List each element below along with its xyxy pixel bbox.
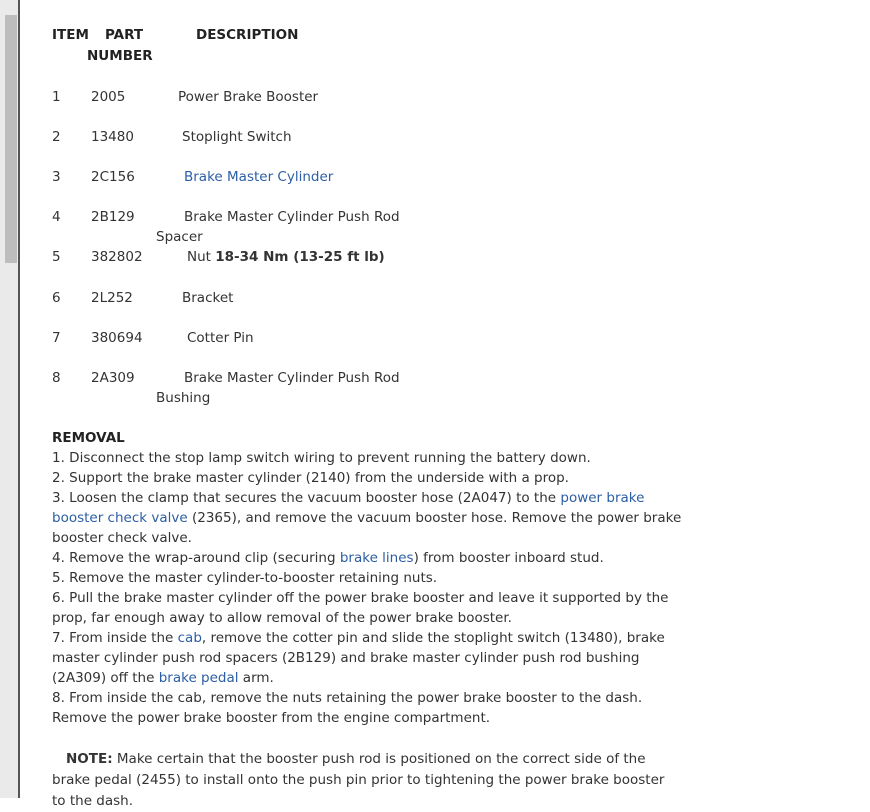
step-text: 3. Loosen the clamp that secures the vacuum booster hose (2A047) to the <box>52 490 561 506</box>
step-text: (2365), and remove the vacuum booster hose. Remove the power brake booster check valve. <box>52 510 682 546</box>
removal-title: REMOVAL <box>52 430 125 446</box>
brake-pedal-link[interactable]: brake pedal <box>158 670 239 686</box>
step-text: ) from booster inboard stud. <box>413 550 604 566</box>
scrollbar[interactable] <box>0 0 20 798</box>
row-item: 7 <box>52 330 61 346</box>
header-number: NUMBER <box>87 48 153 64</box>
row-description: Bracket <box>182 290 234 306</box>
nut-label: Nut <box>187 249 216 265</box>
row-description-cont: Spacer <box>156 229 203 245</box>
brake-lines-link[interactable]: brake lines <box>339 550 414 566</box>
removal-step-8: 8. From inside the cab, remove the nuts retaining the power brake booster to the dash. Remove the power brake booster from the engine compartment. <box>52 690 643 726</box>
removal-step-7 <box>52 628 682 688</box>
row-item: 6 <box>52 290 61 306</box>
scroll-thumb[interactable] <box>5 15 17 263</box>
header-part: PART <box>105 27 144 43</box>
row-description: Power Brake Booster <box>178 89 319 105</box>
step-text: , remove the cotter pin and slide the stoplight switch (13480), brake master cylinder push rod spacers (2B129) and brake master cylinder push rod bushing (2A309) off the <box>52 630 665 686</box>
cab-link[interactable]: cab <box>177 630 202 646</box>
removal-step-6: 6. Pull the brake master cylinder off the power brake booster and leave it supported by the prop, far enough away to allow removal of the power brake booster. <box>52 590 669 626</box>
row-description: Brake Master Cylinder Push Rod <box>184 209 400 225</box>
torque-spec: 18-34 Nm (13-25 ft lb) <box>215 249 385 265</box>
row-part: 2A309 <box>91 370 135 386</box>
note-text: Make certain that the booster push rod is positioned on the correct side of the brake pedal (2455) to install onto the push pin prior to tightening the power brake booster to the dash. <box>52 751 665 809</box>
row-part: 380694 <box>91 330 143 346</box>
row-part: 2B129 <box>91 209 135 225</box>
row-item: 4 <box>52 209 61 225</box>
row-description-cont: Bushing <box>156 390 211 406</box>
step-text: 4. Remove the wrap-around clip (securing <box>52 550 340 566</box>
row-part: 2005 <box>91 89 126 105</box>
step-text: arm. <box>238 670 274 686</box>
row-part: 2C156 <box>91 169 135 185</box>
row-part: 2L252 <box>91 290 133 306</box>
row-item: 1 <box>52 89 61 105</box>
removal-section <box>52 428 682 728</box>
row-description: Cotter Pin <box>187 330 254 346</box>
row-part: 382802 <box>91 249 143 265</box>
step-text: 7. From inside the <box>52 630 178 646</box>
row-item: 3 <box>52 169 61 185</box>
row-description: Stoplight Switch <box>182 129 292 145</box>
note-paragraph <box>52 749 682 812</box>
header-item: ITEM <box>52 27 89 43</box>
brake-master-cylinder-link[interactable]: Brake Master Cylinder <box>184 169 334 185</box>
row-item: 8 <box>52 370 61 386</box>
row-description <box>187 249 385 265</box>
note-label: NOTE: <box>66 751 113 767</box>
header-description: DESCRIPTION <box>196 27 299 43</box>
row-item: 5 <box>52 249 61 265</box>
removal-step-1: 1. Disconnect the stop lamp switch wiring to prevent running the battery down. <box>52 450 591 466</box>
removal-step-5: 5. Remove the master cylinder-to-booster retaining nuts. <box>52 570 438 586</box>
row-part: 13480 <box>91 129 134 145</box>
row-item: 2 <box>52 129 61 145</box>
power-brake-booster-check-valve-link[interactable]: power brake booster check valve <box>52 490 645 526</box>
removal-step-3 <box>52 488 682 548</box>
removal-step-2: 2. Support the brake master cylinder (2140) from the underside with a prop. <box>52 470 569 486</box>
removal-step-4 <box>52 548 682 568</box>
row-description: Brake Master Cylinder Push Rod <box>184 370 400 386</box>
